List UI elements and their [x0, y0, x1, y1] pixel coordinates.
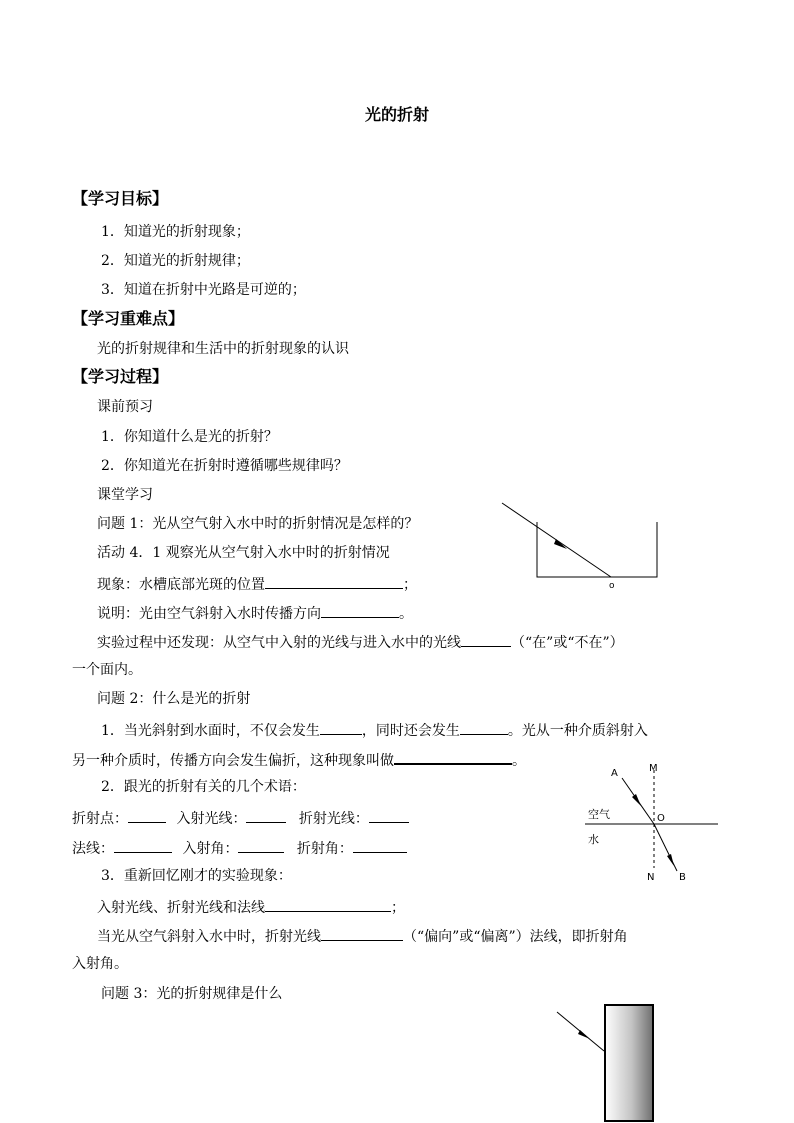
recall-text: 3．重新回忆刚才的实验现象：: [101, 868, 292, 884]
tank-outline: [537, 522, 657, 577]
label-b: B: [679, 872, 686, 883]
when-text: 当光从空气斜射入水中时，折射光线: [97, 929, 321, 945]
term-answer-blank[interactable]: [369, 808, 409, 823]
phenomenon-blank[interactable]: [265, 574, 403, 589]
label-m: M: [649, 763, 658, 774]
when-line-2: 入射角。: [72, 956, 128, 972]
term-label: 折射点：: [72, 811, 128, 827]
phenomenon-end: ；: [403, 577, 417, 593]
definition-line-2: [72, 749, 526, 770]
phenomenon-text: 现象：水槽底部光斑的位置: [97, 577, 265, 593]
when-choice: （“偏向”或“偏离”）法线，即折射角: [403, 929, 628, 945]
arrow-head-icon: [578, 1030, 590, 1039]
key-points-heading: 【学习重难点】: [72, 309, 185, 328]
definition-text-d: 另一种介质时，传播方向会发生偏折，这种现象叫做: [72, 753, 394, 769]
rays-text: 入射光线、折射光线和法线: [97, 900, 265, 916]
deviation-blank[interactable]: [321, 926, 403, 941]
goal-item: 3．知道在折射中光路是可逆的；: [101, 282, 306, 298]
refracted-ray: [654, 824, 677, 871]
water-tank-figure: [490, 495, 670, 595]
term-label: 折射角：: [296, 841, 353, 857]
terms-heading: 2．跟光的折射有关的几个术语：: [101, 779, 306, 795]
definition-line: [101, 720, 648, 740]
rays-end: ；: [391, 900, 405, 916]
preview-question: 2．你知道光在折射时遵循哪些规律吗？: [101, 458, 348, 474]
preview-question: 1．你知道什么是光的折射？: [101, 429, 278, 445]
page-title: 光的折射: [364, 105, 429, 124]
question-1: 问题 1：光从空气射入水中时的折射情况是怎样的？: [97, 516, 419, 532]
label-n: N: [647, 872, 655, 883]
definition-text-c: 。光从一种介质斜射入: [507, 723, 648, 739]
goals-heading: 【学习目标】: [72, 189, 169, 208]
label-water: 水: [588, 833, 599, 846]
term-label: 入射角：: [182, 841, 239, 857]
process-heading: 【学习过程】: [72, 367, 169, 386]
experiment-blank[interactable]: [461, 632, 511, 647]
definition-text-a: 1．当光斜射到水面时，不仅会发生: [101, 723, 320, 739]
goal-item: 1．知道光的折射现象；: [101, 224, 250, 240]
term-blank[interactable]: [394, 749, 512, 765]
term-answer-blank[interactable]: [246, 808, 286, 823]
label-o: O: [657, 813, 665, 824]
terms-row-1: [72, 808, 409, 828]
experiment-line-2: 一个面内。: [72, 662, 142, 678]
refraction-blank[interactable]: [460, 720, 508, 735]
refraction-diagram: [580, 758, 725, 888]
phenomenon-line: [97, 574, 417, 594]
when-line: [97, 926, 628, 946]
explain-text: 说明：光由空气斜射入水时传播方向: [97, 606, 321, 622]
classroom-label: 课堂学习: [97, 487, 153, 503]
explain-line: [97, 603, 413, 623]
term-answer-blank[interactable]: [128, 808, 166, 823]
spot-label: o: [609, 581, 615, 591]
term-answer-blank[interactable]: [238, 838, 284, 853]
rays-blank[interactable]: [265, 897, 391, 912]
term-answer-blank[interactable]: [114, 838, 172, 853]
glass-block-figure: [550, 1000, 660, 1123]
incident-arrow-icon: [632, 794, 641, 806]
explain-end: 。: [399, 606, 413, 622]
term-label: 折射光线：: [298, 811, 369, 827]
definition-end: 。: [512, 753, 526, 769]
goal-item: 2．知道光的折射规律；: [101, 253, 250, 269]
reflection-blank[interactable]: [320, 720, 362, 735]
refracted-arrow-icon: [667, 854, 674, 866]
term-answer-blank[interactable]: [353, 838, 407, 853]
term-label: 入射光线：: [176, 811, 247, 827]
definition-text-b: ，同时还会发生: [361, 723, 460, 739]
term-label: 法线：: [72, 841, 114, 857]
experiment-text: 实验过程中还发现：从空气中入射的光线与进入水中的光线: [97, 635, 461, 651]
question-3: 问题 3：光的折射规律是什么: [101, 986, 283, 1002]
question-2: 问题 2：什么是光的折射: [97, 691, 251, 707]
rays-line: [97, 897, 405, 917]
explain-blank[interactable]: [321, 603, 399, 618]
activity-text: 活动 4．1 观察光从空气射入水中时的折射情况: [97, 545, 390, 561]
preview-label: 课前预习: [97, 399, 153, 415]
terms-row-2: [72, 838, 407, 858]
experiment-choice: （“在”或“不在”）: [511, 635, 624, 651]
label-air: 空气: [588, 808, 610, 821]
label-a: A: [611, 768, 618, 779]
glass-block: [605, 1005, 653, 1121]
experiment-line: [97, 632, 624, 652]
arrow-head-icon: [554, 539, 567, 549]
key-points-text: 光的折射规律和生活中的折射现象的认识: [97, 341, 349, 357]
